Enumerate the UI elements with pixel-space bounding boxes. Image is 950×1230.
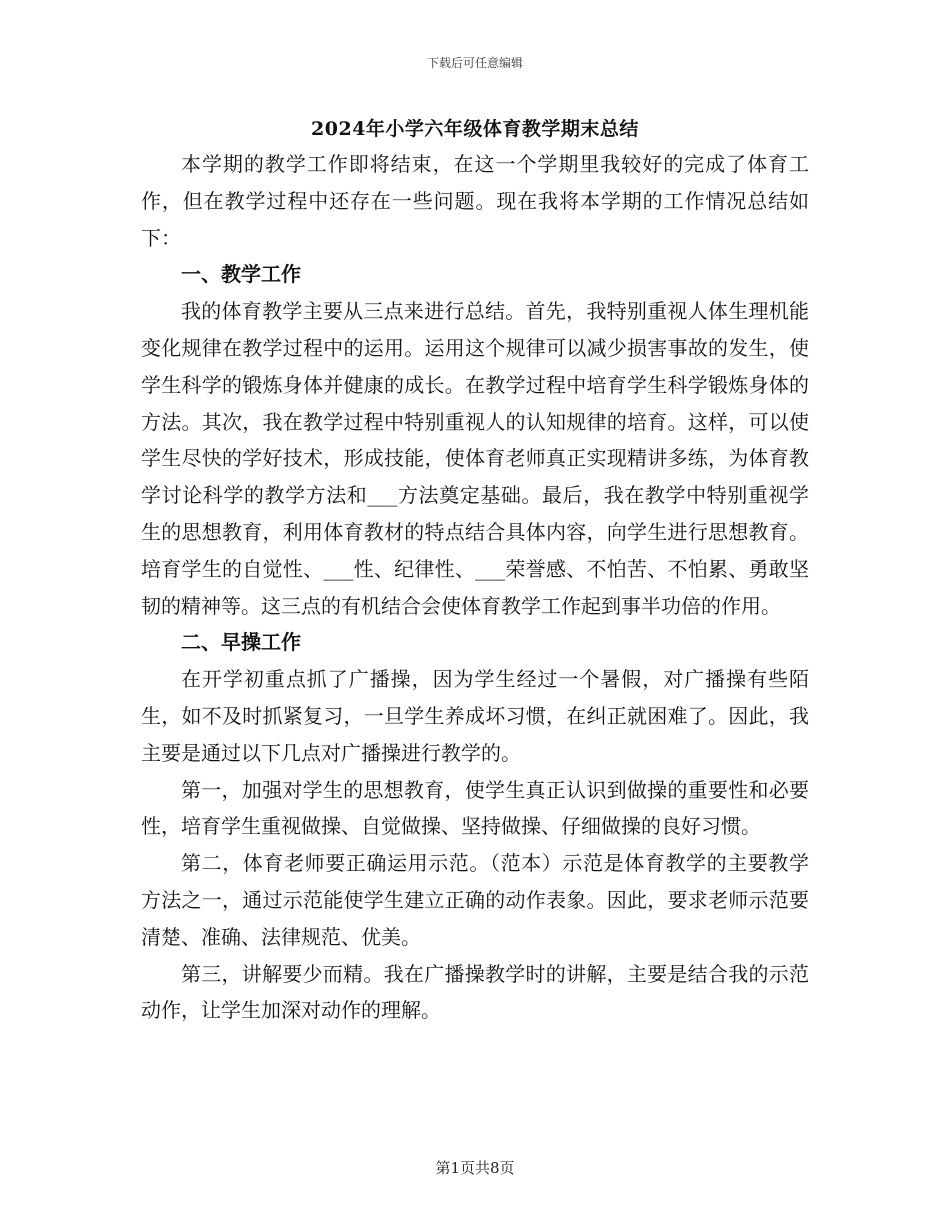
teaching-paragraph: 我的体育教学主要从三点来进行总结。首先，我特别重视人体生理机能变化规律在教学过程中的运用。运用这个规律可以减少损害事故的发生，使学生科学的锻炼身体并健康的成长。在教学过程中培育学生科学锻炼身体的方法。其次，我在教学过程中特别重视人的认知规律的培育。这样，可以使学生尽快的学好技术，形成技能，使体育老师真正实现精讲多练，为体育教学讨论科学的教学方法和___方法奠定基础。最后，我在教学中特别重视学生的思想教育，利用体育教材的特点结合具体内容，向学生进行思想教育。培育学生的自觉性、___性、纪律性、___荣誉感、不怕苦、不怕累、勇敢坚韧的精神等。这三点的有机结合会使体育教学工作起到事半功倍的作用。 — [141, 299, 809, 618]
point-one-paragraph: 第一，加强对学生的思想教育，使学生真正认识到做操的重要性和必要性，培育学生重视做操、自觉做操、坚持做操、仔细做操的良好习惯。 — [141, 777, 809, 839]
morning-exercise-paragraph: 在开学初重点抓了广播操，因为学生经过一个暑假，对广播操有些陌生，如不及时抓紧复习，一旦学生养成坏习惯，在纠正就困难了。因此，我主要是通过以下几点对广播操进行教学的。 — [141, 667, 809, 765]
page-number-footer: 第1页共8页 — [435, 1159, 515, 1177]
intro-paragraph: 本学期的教学工作即将结束，在这一个学期里我较好的完成了体育工作，但在教学过程中还存在一些问题。现在我将本学期的工作情况总结如下： — [141, 152, 809, 250]
header-note: 下载后可任意编辑 — [426, 56, 523, 70]
point-three-paragraph: 第三，讲解要少而精。我在广播操教学时的讲解，主要是结合我的示范动作，让学生加深对动作的理解。 — [141, 961, 809, 1023]
document-body — [141, 146, 809, 1029]
section-heading-morning-exercise: 二、早操工作 — [181, 630, 301, 655]
document-title: 2024年小学六年级体育教学期末总结 — [311, 118, 639, 140]
section-heading-teaching: 一、教学工作 — [181, 262, 301, 287]
point-two-paragraph: 第二，体育老师要正确运用示范。（范本）示范是体育教学的主要教学方法之一，通过示范能使学生建立正确的动作表象。因此，要求老师示范要清楚、准确、法律规范、优美。 — [141, 851, 809, 949]
